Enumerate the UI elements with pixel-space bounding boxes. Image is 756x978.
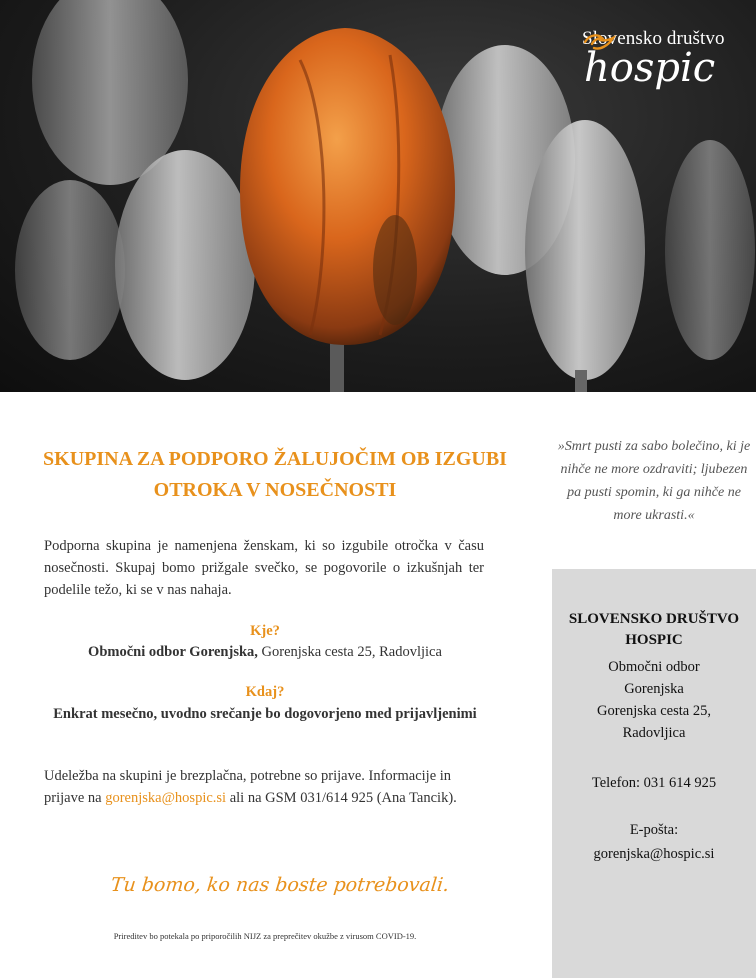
main-content bbox=[0, 392, 552, 978]
address-line: Območni odbor bbox=[608, 659, 700, 675]
logo-line2: hospic bbox=[584, 45, 716, 91]
address-line: Gorenjska cesta 25, bbox=[597, 703, 711, 719]
quote: »Smrt pusti za sabo bolečino, ki je nihče ne more ozdraviti; ljubezen pa pusti spomin, ki ga nihče ne more ukrasti.« bbox=[557, 439, 751, 523]
where-place-bold: Območni odbor Gorenjska, bbox=[88, 644, 258, 660]
where-place-rest: Gorenjska cesta 25, Radovljica bbox=[257, 644, 442, 660]
orange-tulip bbox=[240, 28, 455, 345]
footnote: Prireditev bo potekala po priporočilih NIJZ za preprečitev okužbe z virusom COVID-19. bbox=[113, 931, 417, 941]
slogan: Tu bomo, ko nas boste potrebovali. bbox=[109, 874, 451, 896]
when-label: Kdaj? bbox=[245, 684, 285, 700]
page-title: SKUPINA ZA PODPORO ŽALUJOČIM OB IZGUBI OTROKA V NOSEČNOSTI bbox=[43, 448, 507, 501]
where-label: Kje? bbox=[250, 623, 280, 639]
org-name: SLOVENSKO DRUŠTVO HOSPIC bbox=[568, 611, 740, 648]
address-block bbox=[552, 656, 756, 744]
info-paragraph bbox=[44, 765, 484, 809]
email-link[interactable]: gorenjska@hospic.si bbox=[593, 846, 715, 862]
address-line: Radovljica bbox=[622, 725, 686, 741]
email-label: E-pošta: bbox=[629, 822, 679, 838]
intro-paragraph: Podporna skupina je namenjena ženskam, ki so izgubile otročka v času nosečnosti. Skupaj bomo prižgale svečko, se pogovorile o izkušnjah ter podelile težo, ki se v nas nahaja. bbox=[44, 538, 484, 598]
address-line: Gorenjska bbox=[624, 681, 684, 697]
hero-photo bbox=[0, 0, 756, 392]
phone-text: Telefon: 031 614 925 bbox=[591, 775, 717, 791]
where-text bbox=[30, 641, 500, 663]
contact-sidebar bbox=[552, 569, 756, 978]
logo-line1: Slovensko društvo bbox=[582, 28, 725, 49]
when-text: Enkrat mesečno, uvodno srečanje bo dogovorjeno med prijavljenimi bbox=[53, 706, 477, 722]
info-part2: ali na GSM 031/614 925 (Ana Tancik). bbox=[226, 790, 457, 806]
hospic-logo bbox=[582, 28, 752, 91]
info-part1: Udeležba na skupini je brezplačna, potrebne so prijave. Informacije in prijave na bbox=[44, 768, 452, 806]
info-email-link[interactable]: gorenjska@hospic.si bbox=[105, 790, 227, 806]
